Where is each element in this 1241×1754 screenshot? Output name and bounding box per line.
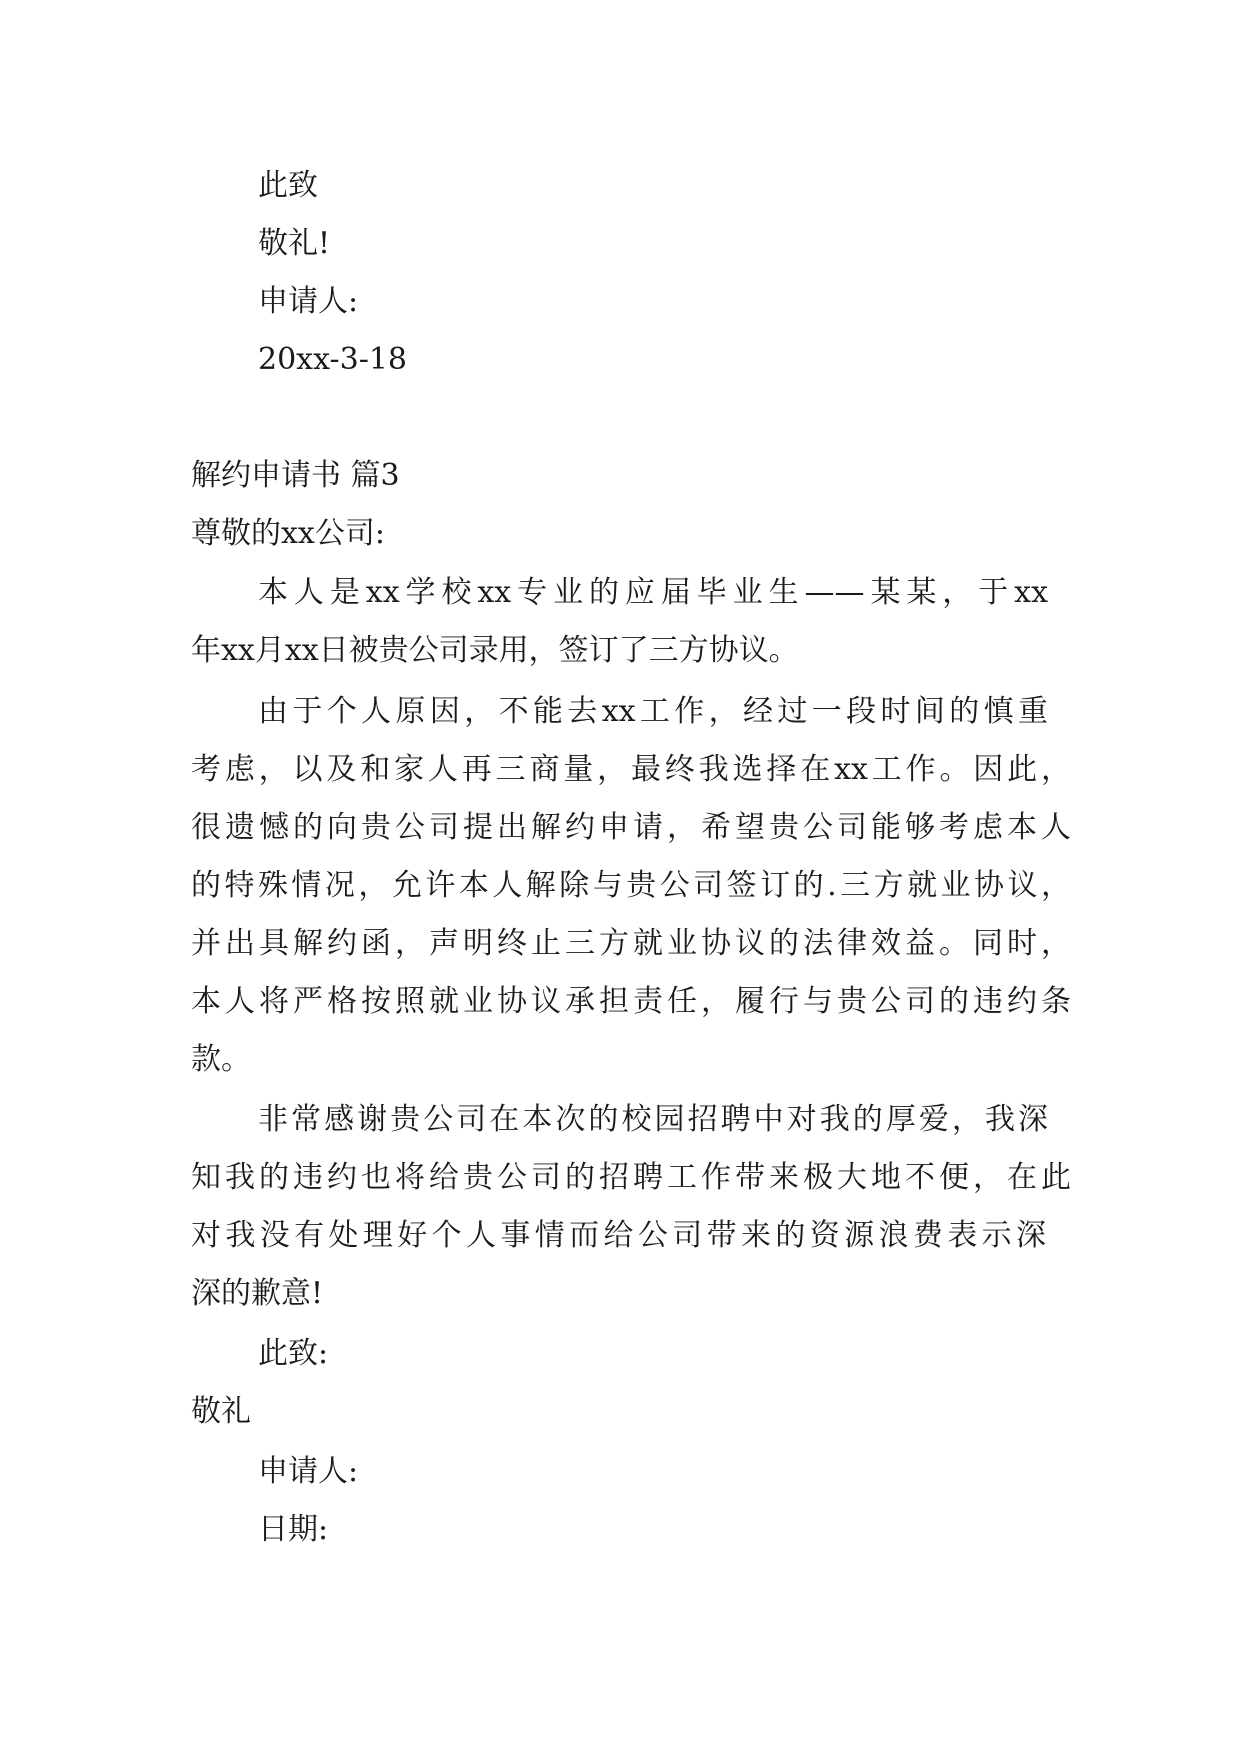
salute-text: 敬礼 bbox=[191, 1394, 251, 1429]
paragraph-line: 由于个人原因，不能去xx工作，经过一段时间的慎重 bbox=[258, 694, 1048, 729]
closing-text: 此致: bbox=[258, 1336, 329, 1371]
paragraph-line: 本人是xx学校xx专业的应届毕业生——某某，于xx bbox=[258, 575, 1048, 610]
section-title: 解约申请书 篇3 bbox=[191, 458, 400, 493]
applicant-label: 申请人: bbox=[258, 1454, 359, 1489]
paragraph-line: 考虑，以及和家人再三商量，最终我选择在xx工作。因此， bbox=[191, 752, 1071, 787]
paragraph-line: 很遗憾的向贵公司提出解约申请，希望贵公司能够考虑本人 bbox=[191, 810, 1071, 845]
paragraph-line: 知我的违约也将给贵公司的招聘工作带来极大地不便，在此 bbox=[191, 1160, 1071, 1195]
closing-text: 此致 bbox=[258, 168, 318, 203]
date-label: 日期: bbox=[258, 1512, 329, 1547]
paragraph-line: 非常感谢贵公司在本次的校园招聘中对我的厚爱，我深 bbox=[258, 1102, 1048, 1137]
salute-text: 敬礼! bbox=[258, 226, 331, 261]
applicant-label: 申请人: bbox=[258, 284, 359, 319]
paragraph-line: 本人将严格按照就业协议承担责任，履行与贵公司的违约条 bbox=[191, 984, 1071, 1019]
paragraph-line: 对我没有处理好个人事情而给公司带来的资源浪费表示深 bbox=[191, 1218, 1046, 1253]
paragraph-line: 款。 bbox=[191, 1042, 251, 1077]
paragraph-line: 年xx月xx日被贵公司录用，签订了三方协议。 bbox=[191, 633, 799, 668]
paragraph-line: 并出具解约函，声明终止三方就业协议的法律效益。同时， bbox=[191, 926, 1071, 961]
addressee: 尊敬的xx公司: bbox=[191, 516, 385, 551]
paragraph-line: 深的歉意! bbox=[191, 1276, 324, 1311]
letter-date: 20xx-3-18 bbox=[258, 342, 408, 377]
paragraph-line: 的特殊情况，允许本人解除与贵公司签订的.三方就业协议， bbox=[191, 868, 1071, 903]
